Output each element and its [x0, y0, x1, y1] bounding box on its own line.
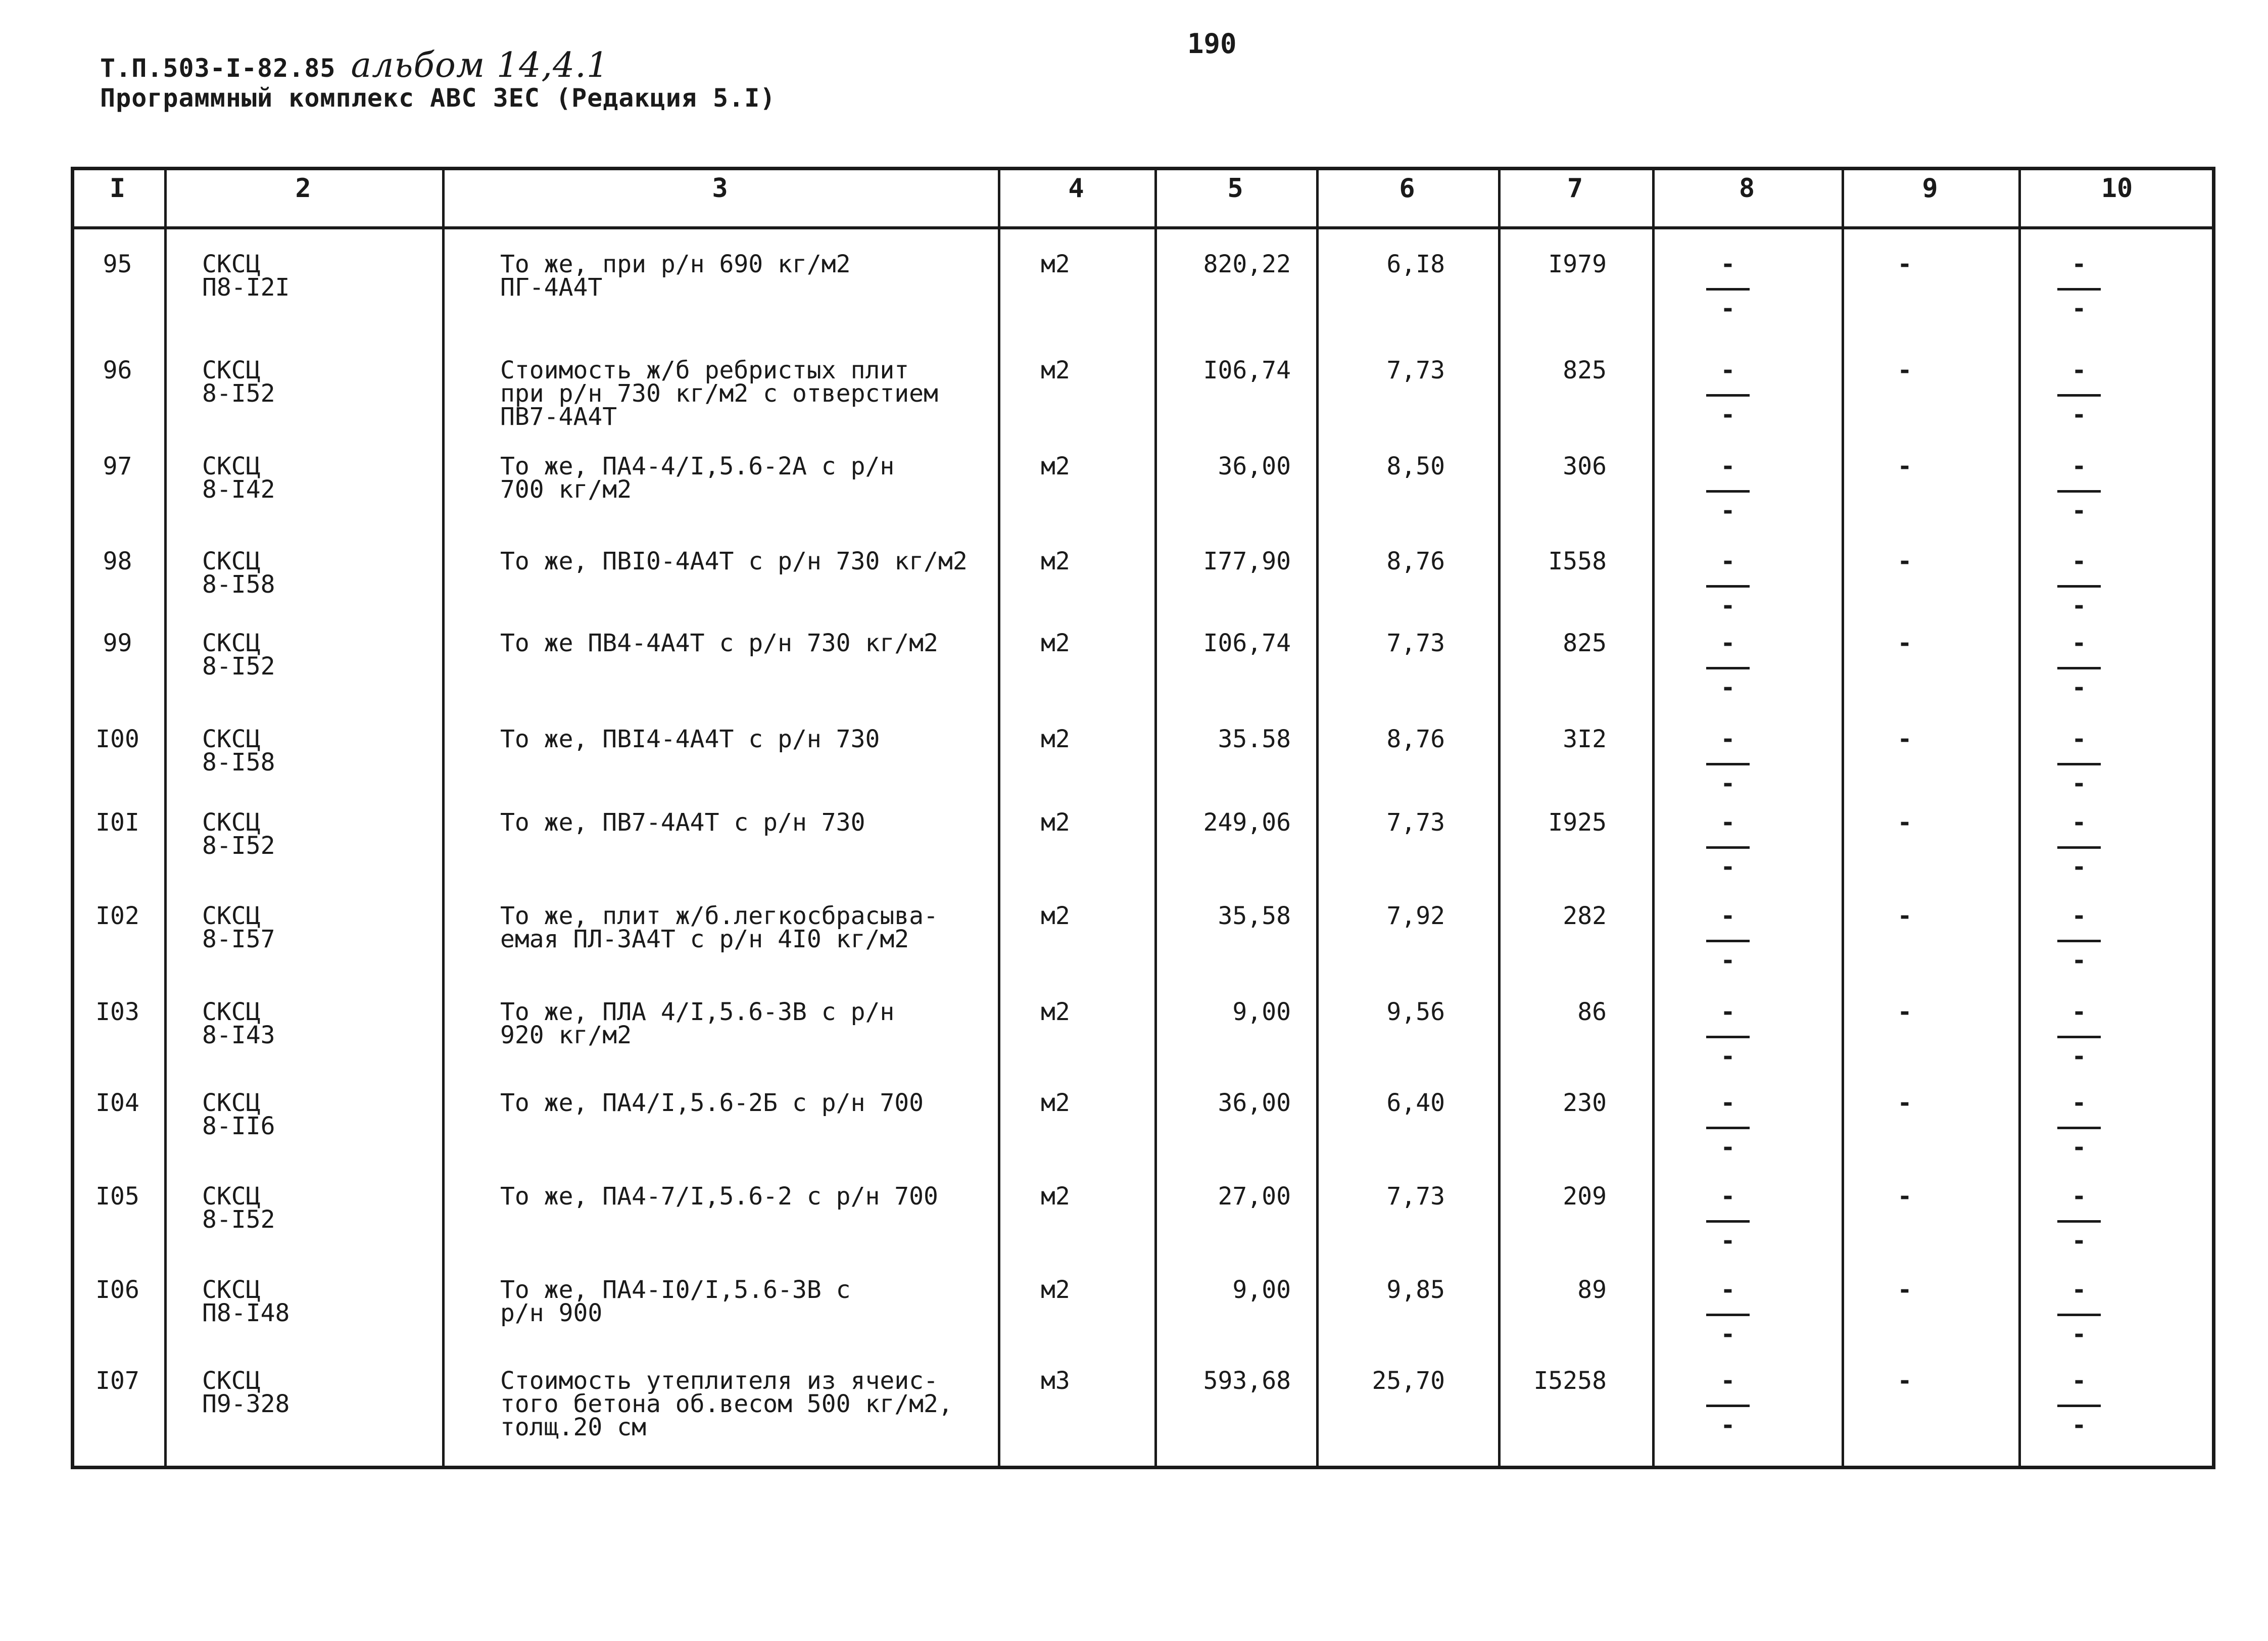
unit: м2 — [1041, 998, 1070, 1026]
fraction-bar — [1706, 288, 1750, 291]
quantity: 36,00 — [1218, 452, 1291, 480]
fraction-bar — [2057, 667, 2101, 669]
fraction-bar — [1706, 940, 1750, 942]
fraction-denominator: - — [2071, 592, 2087, 620]
fraction-denominator: - — [1720, 592, 1735, 620]
fraction-bar — [2057, 585, 2101, 588]
unit: м2 — [1041, 452, 1070, 480]
item-description: То же, ПВI0-4А4Т с р/н 730 кг/м2 — [500, 547, 968, 575]
fraction-numerator: - — [1720, 452, 1735, 480]
table-row — [0, 808, 2268, 907]
fraction-denominator: - — [1720, 295, 1735, 323]
price-code: СКСЦ 8-I43 — [202, 998, 275, 1049]
total-cost: 825 — [1563, 356, 1607, 384]
fraction-denominator: - — [2071, 769, 2087, 798]
item-description: То же, плит ж/б.легкосбрасыва- емая ПЛ-ЗА4Т с р/н 4I0 кг/м2 — [500, 902, 938, 953]
unit: м2 — [1041, 725, 1070, 753]
item-description: То же, ПВ7-4А4Т с р/н 730 — [500, 808, 865, 837]
fraction-denominator: - — [1720, 1133, 1735, 1162]
fraction-numerator: - — [1720, 902, 1735, 930]
fraction-denominator: - — [1720, 673, 1735, 702]
fraction-numerator: - — [2071, 1089, 2087, 1117]
col8-fraction — [1700, 629, 1756, 707]
column-number: 4 — [1068, 173, 1084, 204]
col10-fraction — [2051, 725, 2107, 803]
fraction-numerator: - — [2071, 998, 2087, 1026]
fraction-bar — [1706, 846, 1750, 849]
quantity: I06,74 — [1203, 629, 1291, 657]
fraction-denominator: - — [2071, 1411, 2087, 1439]
col8-fraction — [1700, 1369, 1756, 1445]
fraction-bar — [2057, 288, 2101, 291]
row-number: 97 — [103, 452, 132, 480]
table-row — [0, 1182, 2268, 1281]
quantity: 35,58 — [1218, 902, 1291, 930]
item-description: То же, ПЛА 4/I,5.6-3В с р/н 920 кг/м2 — [500, 998, 895, 1049]
unit-price: 8,50 — [1386, 452, 1445, 480]
fraction-numerator: - — [1720, 629, 1735, 657]
fraction-numerator: - — [2071, 1367, 2087, 1395]
col8-fraction — [1700, 725, 1756, 803]
unit: м2 — [1041, 629, 1070, 657]
quantity: 35.58 — [1218, 725, 1291, 753]
row-number: I03 — [95, 998, 139, 1026]
fraction-numerator: - — [1720, 356, 1735, 384]
total-cost: 86 — [1577, 998, 1607, 1026]
fraction-numerator: - — [2071, 250, 2087, 278]
col10-fraction — [2051, 808, 2107, 887]
fraction-denominator: - — [2071, 1227, 2087, 1255]
col8-fraction — [1700, 808, 1756, 887]
row-number: I00 — [95, 725, 139, 753]
fraction-bar — [1706, 1127, 1750, 1129]
column-number: 6 — [1399, 173, 1415, 204]
unit: м2 — [1041, 1276, 1070, 1304]
item-description: То же, ПА4-I0/I,5.6-3В с р/н 900 — [500, 1276, 851, 1327]
col8-fraction — [1700, 547, 1756, 625]
unit: м2 — [1041, 1182, 1070, 1211]
fraction-bar — [1706, 667, 1750, 669]
fraction-bar — [1706, 585, 1750, 588]
price-code: СКСЦ 8-I42 — [202, 452, 275, 504]
col10-fraction — [2051, 629, 2107, 707]
row-number: I07 — [95, 1367, 139, 1395]
col10-fraction — [2051, 1182, 2107, 1261]
fraction-denominator: - — [1720, 401, 1735, 429]
fraction-numerator: - — [2071, 356, 2087, 384]
unit-price: 7,73 — [1386, 356, 1445, 384]
unit-price: 7,73 — [1386, 808, 1445, 837]
fraction-denominator: - — [1720, 1227, 1735, 1255]
row-number: I04 — [95, 1089, 139, 1117]
col9-value: - — [1897, 808, 1912, 837]
quantity: 36,00 — [1218, 1089, 1291, 1117]
table-row — [0, 725, 2268, 824]
row-number: 95 — [103, 250, 132, 278]
document-code-line — [100, 45, 609, 85]
fraction-bar — [2057, 1314, 2101, 1316]
page-number: 190 — [1187, 28, 1237, 60]
fraction-denominator: - — [2071, 853, 2087, 881]
fraction-bar — [2057, 846, 2101, 849]
column-number: 5 — [1227, 173, 1243, 204]
unit-price: 9,56 — [1386, 998, 1445, 1026]
software-subtitle: Программный комплекс АВС ЗЕС (Редакция 5.I) — [100, 83, 776, 113]
col9-value: - — [1897, 1089, 1912, 1117]
col8-fraction — [1700, 1091, 1756, 1167]
unit-price: 7,92 — [1386, 902, 1445, 930]
fraction-numerator: - — [2071, 452, 2087, 480]
unit: м2 — [1041, 902, 1070, 930]
item-description: То же, ПА4-7/I,5.6-2 с р/н 700 — [500, 1182, 938, 1211]
table-row — [0, 1091, 2268, 1187]
table-row — [0, 629, 2268, 728]
col10-fraction — [2051, 250, 2107, 328]
col9-value: - — [1897, 1182, 1912, 1211]
col8-fraction — [1700, 452, 1756, 530]
quantity: I06,74 — [1203, 356, 1291, 384]
table-row — [0, 250, 2268, 349]
price-code: СКСЦ 8-I52 — [202, 808, 275, 860]
fraction-bar — [2057, 940, 2101, 942]
table-row — [0, 452, 2268, 551]
total-cost: 230 — [1563, 1089, 1607, 1117]
col8-fraction — [1700, 904, 1756, 980]
fraction-denominator: - — [2071, 1133, 2087, 1162]
item-description: То же, ПВI4-4А4Т с р/н 730 — [500, 725, 880, 753]
unit: м2 — [1041, 808, 1070, 837]
fraction-numerator: - — [2071, 1182, 2087, 1211]
fraction-denominator: - — [2071, 1042, 2087, 1071]
table-row — [0, 1000, 2268, 1096]
fraction-numerator: - — [1720, 1367, 1735, 1395]
col10-fraction — [2051, 1091, 2107, 1167]
fraction-denominator: - — [1720, 769, 1735, 798]
table-row — [0, 904, 2268, 1000]
row-number: I05 — [95, 1182, 139, 1211]
table-row — [0, 356, 2268, 455]
fraction-denominator: - — [2071, 401, 2087, 429]
price-code: СКСЦ 8-I52 — [202, 1182, 275, 1234]
price-code: СКСЦ 8-I57 — [202, 902, 275, 953]
fraction-numerator: - — [2071, 902, 2087, 930]
item-description: То же, при р/н 690 кг/м2 ПГ-4А4Т — [500, 250, 851, 302]
col9-value: - — [1897, 1367, 1912, 1395]
col9-value: - — [1897, 998, 1912, 1026]
total-cost: I5258 — [1533, 1367, 1607, 1395]
row-number: 99 — [103, 629, 132, 657]
fraction-denominator: - — [1720, 1042, 1735, 1071]
fraction-bar — [1706, 1405, 1750, 1407]
fraction-denominator: - — [1720, 946, 1735, 975]
table-row — [0, 1278, 2268, 1374]
fraction-numerator: - — [1720, 1089, 1735, 1117]
col9-value: - — [1897, 725, 1912, 753]
fraction-numerator: - — [2071, 629, 2087, 657]
unit: м2 — [1041, 547, 1070, 575]
col9-value: - — [1897, 547, 1912, 575]
total-cost: I925 — [1548, 808, 1607, 837]
price-code: СКСЦ 8-II6 — [202, 1089, 275, 1140]
fraction-denominator: - — [2071, 946, 2087, 975]
fraction-numerator: - — [1720, 725, 1735, 753]
item-description: То же ПВ4-4А4Т с р/н 730 кг/м2 — [500, 629, 938, 657]
price-code: СКСЦ 8-I52 — [202, 356, 275, 408]
col9-value: - — [1897, 356, 1912, 384]
total-cost: 282 — [1563, 902, 1607, 930]
fraction-numerator: - — [2071, 808, 2087, 837]
fraction-numerator: - — [1720, 1276, 1735, 1304]
row-number: I02 — [95, 902, 139, 930]
row-number: I0I — [95, 808, 139, 837]
col9-value: - — [1897, 1276, 1912, 1304]
total-cost: I979 — [1548, 250, 1607, 278]
col8-fraction — [1700, 356, 1756, 435]
fraction-denominator: - — [2071, 673, 2087, 702]
quantity: I77,90 — [1203, 547, 1291, 575]
quantity: 249,06 — [1203, 808, 1291, 837]
fraction-bar — [2057, 1405, 2101, 1407]
fraction-bar — [1706, 1314, 1750, 1316]
fraction-bar — [2057, 1127, 2101, 1129]
table-row — [0, 1369, 2268, 1465]
unit-price: 8,76 — [1386, 547, 1445, 575]
col9-value: - — [1897, 250, 1912, 278]
unit-price: 6,40 — [1386, 1089, 1445, 1117]
item-description: Стоимость ж/б ребристых плит при р/н 730 кг/м2 с отверстием ПВ7-4А4Т — [500, 356, 938, 431]
total-cost: 3I2 — [1563, 725, 1607, 753]
fraction-numerator: - — [2071, 725, 2087, 753]
total-cost: 89 — [1577, 1276, 1607, 1304]
table-header-rule — [71, 226, 2215, 229]
unit: м2 — [1041, 250, 1070, 278]
quantity: 9,00 — [1232, 998, 1291, 1026]
col10-fraction — [2051, 1000, 2107, 1076]
column-number: 7 — [1567, 173, 1583, 204]
fraction-numerator: - — [1720, 250, 1735, 278]
fraction-numerator: - — [1720, 1182, 1735, 1211]
unit-price: 7,73 — [1386, 629, 1445, 657]
column-number: 2 — [295, 173, 311, 204]
fraction-bar — [1706, 394, 1750, 397]
price-code: СКСЦ П8-I48 — [202, 1276, 290, 1327]
fraction-bar — [2057, 394, 2101, 397]
total-cost: 306 — [1563, 452, 1607, 480]
fraction-bar — [2057, 1036, 2101, 1038]
fraction-denominator: - — [2071, 497, 2087, 525]
quantity: 27,00 — [1218, 1182, 1291, 1211]
fraction-bar — [1706, 1220, 1750, 1223]
col9-value: - — [1897, 902, 1912, 930]
total-cost: I558 — [1548, 547, 1607, 575]
col9-value: - — [1897, 629, 1912, 657]
column-number: I — [109, 173, 126, 204]
fraction-numerator: - — [2071, 1276, 2087, 1304]
column-number: 3 — [712, 173, 728, 204]
fraction-denominator: - — [1720, 1320, 1735, 1348]
row-number: 96 — [103, 356, 132, 384]
handwritten-album-note: альбом 14,4.1 — [351, 45, 609, 85]
fraction-bar — [1706, 763, 1750, 765]
unit-price: 7,73 — [1386, 1182, 1445, 1211]
fraction-bar — [1706, 1036, 1750, 1038]
fraction-denominator: - — [2071, 1320, 2087, 1348]
col8-fraction — [1700, 1000, 1756, 1076]
column-number: 8 — [1739, 173, 1755, 204]
col8-fraction — [1700, 1182, 1756, 1261]
fraction-bar — [2057, 763, 2101, 765]
unit: м2 — [1041, 356, 1070, 384]
unit: м3 — [1041, 1367, 1070, 1395]
unit-price: 8,76 — [1386, 725, 1445, 753]
price-code: СКСЦ 8-I52 — [202, 629, 275, 681]
fraction-numerator: - — [1720, 547, 1735, 575]
price-code: СКСЦ П8-I2I — [202, 250, 290, 302]
fraction-denominator: - — [1720, 1411, 1735, 1439]
col10-fraction — [2051, 356, 2107, 435]
item-description: То же, ПА4-4/I,5.6-2А с р/н 700 кг/м2 — [500, 452, 895, 504]
row-number: I06 — [95, 1276, 139, 1304]
col10-fraction — [2051, 904, 2107, 980]
fraction-numerator: - — [1720, 998, 1735, 1026]
fraction-numerator: - — [2071, 547, 2087, 575]
fraction-denominator: - — [1720, 853, 1735, 881]
price-code: СКСЦ П9-328 — [202, 1367, 290, 1418]
quantity: 820,22 — [1203, 250, 1291, 278]
fraction-denominator: - — [1720, 497, 1735, 525]
document-code: Т.П.503-I-82.85 — [100, 54, 336, 83]
column-number: 10 — [2101, 173, 2133, 204]
col10-fraction — [2051, 1278, 2107, 1354]
unit-price: 6,I8 — [1386, 250, 1445, 278]
fraction-denominator: - — [2071, 295, 2087, 323]
total-cost: 209 — [1563, 1182, 1607, 1211]
quantity: 9,00 — [1232, 1276, 1291, 1304]
item-description: Стоимость утеплителя из ячеис- того бетона об.весом 500 кг/м2, толщ.20 см — [500, 1367, 953, 1441]
unit-price: 9,85 — [1386, 1276, 1445, 1304]
fraction-numerator: - — [1720, 808, 1735, 837]
unit: м2 — [1041, 1089, 1070, 1117]
item-description: То же, ПА4/I,5.6-2Б с р/н 700 — [500, 1089, 924, 1117]
unit-price: 25,70 — [1372, 1367, 1445, 1395]
price-code: СКСЦ 8-I58 — [202, 547, 275, 599]
col8-fraction — [1700, 1278, 1756, 1354]
total-cost: 825 — [1563, 629, 1607, 657]
col10-fraction — [2051, 547, 2107, 625]
price-code: СКСЦ 8-I58 — [202, 725, 275, 777]
col10-fraction — [2051, 452, 2107, 530]
quantity: 593,68 — [1203, 1367, 1291, 1395]
column-number: 9 — [1922, 173, 1938, 204]
fraction-bar — [2057, 490, 2101, 493]
col9-value: - — [1897, 452, 1912, 480]
col8-fraction — [1700, 250, 1756, 328]
fraction-bar — [2057, 1220, 2101, 1223]
fraction-bar — [1706, 490, 1750, 493]
col10-fraction — [2051, 1369, 2107, 1445]
row-number: 98 — [103, 547, 132, 575]
